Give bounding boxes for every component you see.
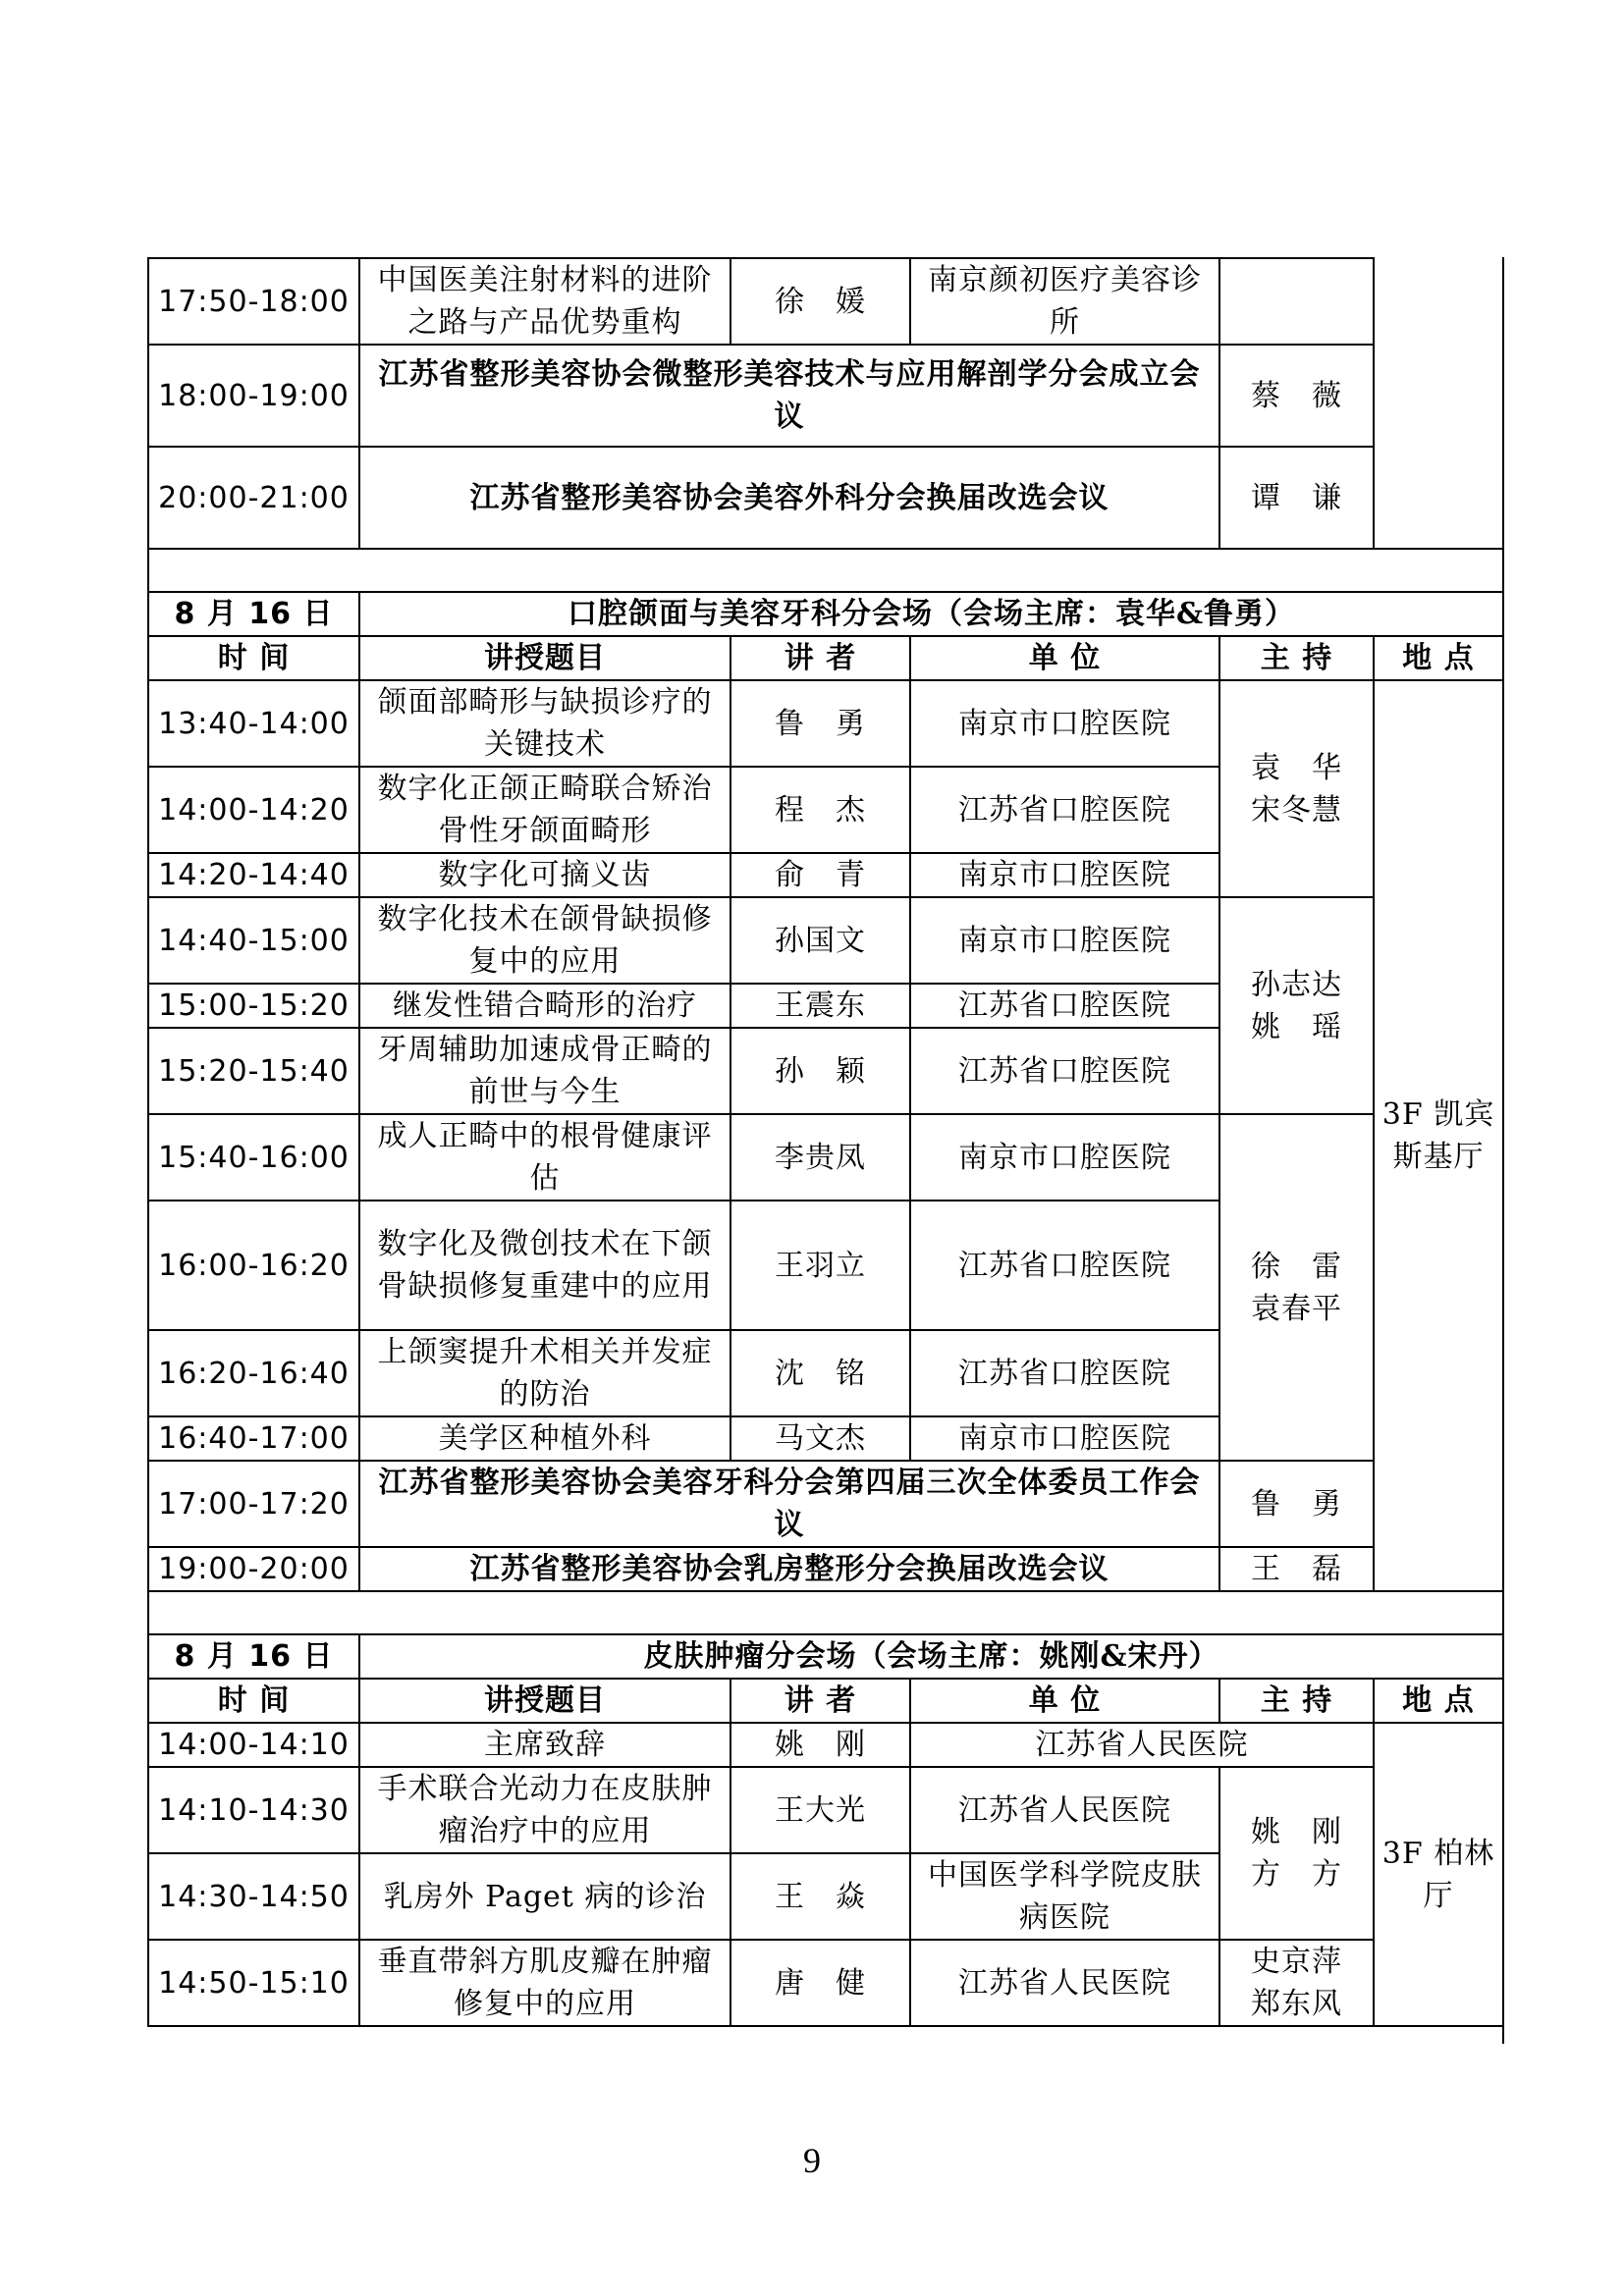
host-cell: 袁 华 宋冬慧 (1219, 680, 1374, 897)
unit-cell: 江苏省口腔医院 (910, 984, 1219, 1028)
header-host: 主 持 (1219, 1679, 1374, 1723)
topic-cell: 成人正畸中的根骨健康评估 (359, 1114, 731, 1201)
time-cell: 15:00-15:20 (148, 984, 359, 1028)
time-cell: 16:20-16:40 (148, 1330, 359, 1416)
time-cell: 14:30-14:50 (148, 1853, 359, 1940)
time-cell: 16:40-17:00 (148, 1416, 359, 1461)
header-unit: 单 位 (910, 1679, 1219, 1723)
topic-cell: 主席致辞 (359, 1723, 731, 1767)
table-row (148, 1461, 1503, 1547)
topic-cell: 乳房外 Paget 病的诊治 (359, 1853, 731, 1940)
host-cell: 徐 雷 袁春平 (1219, 1114, 1374, 1461)
speaker-cell: 唐 健 (731, 1940, 910, 2026)
session-header-row (148, 592, 1503, 636)
unit-cell: 江苏省人民医院 (910, 1767, 1219, 1853)
host-cell: 王 磊 (1219, 1547, 1374, 1591)
table-row (148, 1547, 1503, 1591)
topic-cell: 数字化及微创技术在下颌骨缺损修复重建中的应用 (359, 1201, 731, 1330)
page-number: 9 (803, 2141, 821, 2180)
time-cell: 14:20-14:40 (148, 853, 359, 897)
table-row (148, 1940, 1503, 2026)
speaker-cell: 姚 刚 (731, 1723, 910, 1767)
time-cell: 15:20-15:40 (148, 1028, 359, 1114)
header-venue: 地 点 (1374, 636, 1503, 680)
host-cell: 鲁 勇 (1219, 1461, 1374, 1547)
table-row (148, 680, 1503, 767)
time-cell: 20:00-21:00 (148, 447, 359, 549)
topic-cell: 牙周辅助加速成骨正畸的前世与今生 (359, 1028, 731, 1114)
host-cell: 史京萍 郑东风 (1219, 1940, 1374, 2026)
right-border-line (1502, 257, 1504, 2044)
topic-cell: 垂直带斜方肌皮瓣在肿瘤修复中的应用 (359, 1940, 731, 2026)
speaker-cell: 王大光 (731, 1767, 910, 1853)
topic-cell: 继发性错合畸形的治疗 (359, 984, 731, 1028)
column-header-row (148, 636, 1503, 680)
meeting-cell: 江苏省整形美容协会微整形美容技术与应用解剖学分会成立会议 (359, 345, 1219, 447)
host-cell: 孙志达 姚 瑶 (1219, 897, 1374, 1114)
unit-cell: 江苏省人民医院 (910, 1940, 1219, 2026)
unit-cell: 江苏省口腔医院 (910, 1028, 1219, 1114)
speaker-cell: 程 杰 (731, 767, 910, 853)
topic-cell: 数字化可摘义齿 (359, 853, 731, 897)
topic-cell: 美学区种植外科 (359, 1416, 731, 1461)
header-venue: 地 点 (1374, 1679, 1503, 1723)
unit-cell: 中国医学科学院皮肤病医院 (910, 1853, 1219, 1940)
header-time: 时 间 (148, 1679, 359, 1723)
speaker-cell: 孙国文 (731, 897, 910, 984)
meeting-cell: 江苏省整形美容协会美容牙科分会第四届三次全体委员工作会议 (359, 1461, 1219, 1547)
speaker-cell: 王 焱 (731, 1853, 910, 1940)
time-cell: 17:00-17:20 (148, 1461, 359, 1547)
speaker-cell: 鲁 勇 (731, 680, 910, 767)
table-row (148, 1723, 1503, 1767)
table-row (148, 447, 1503, 549)
meeting-cell: 江苏省整形美容协会美容外科分会换届改选会议 (359, 447, 1219, 549)
session-title: 皮肤肿瘤分会场（会场主席：姚刚&宋丹） (359, 1634, 1503, 1679)
speaker-cell: 马文杰 (731, 1416, 910, 1461)
time-cell: 13:40-14:00 (148, 680, 359, 767)
unit-cell: 南京市口腔医院 (910, 1416, 1219, 1461)
header-topic: 讲授题目 (359, 1679, 731, 1723)
speaker-cell: 沈 铭 (731, 1330, 910, 1416)
unit-cell: 南京市口腔医院 (910, 853, 1219, 897)
time-cell: 14:00-14:20 (148, 767, 359, 853)
host-cell: 姚 刚 方 方 (1219, 1767, 1374, 1940)
unit-cell: 江苏省口腔医院 (910, 1201, 1219, 1330)
topic-cell: 颌面部畸形与缺损诊疗的关键技术 (359, 680, 731, 767)
speaker-cell: 孙 颖 (731, 1028, 910, 1114)
time-cell: 15:40-16:00 (148, 1114, 359, 1201)
unit-cell: 南京市口腔医院 (910, 680, 1219, 767)
host-cell (1219, 258, 1374, 345)
header-speaker: 讲 者 (731, 1679, 910, 1723)
unit-cell: 江苏省口腔医院 (910, 767, 1219, 853)
unit-cell: 江苏省人民医院 (910, 1723, 1374, 1767)
time-cell: 14:40-15:00 (148, 897, 359, 984)
topic-cell: 数字化正颌正畸联合矫治骨性牙颌面畸形 (359, 767, 731, 853)
host-cell: 蔡 薇 (1219, 345, 1374, 447)
topic-cell: 中国医美注射材料的进阶之路与产品优势重构 (359, 258, 731, 345)
speaker-cell: 徐 媛 (731, 258, 910, 345)
header-host: 主 持 (1219, 636, 1374, 680)
schedule-table (147, 257, 1504, 2027)
venue-cell: 3F 柏林 厅 (1374, 1723, 1503, 2026)
column-header-row (148, 1679, 1503, 1723)
time-cell: 14:10-14:30 (148, 1767, 359, 1853)
topic-cell: 上颌窦提升术相关并发症的防治 (359, 1330, 731, 1416)
table-row (148, 1767, 1503, 1853)
time-cell: 17:50-18:00 (148, 258, 359, 345)
blank-cell (1374, 258, 1503, 549)
session-title: 口腔颌面与美容牙科分会场（会场主席：袁华&鲁勇） (359, 592, 1503, 636)
table-row (148, 897, 1503, 984)
header-time: 时 间 (148, 636, 359, 680)
time-cell: 18:00-19:00 (148, 345, 359, 447)
topic-cell: 手术联合光动力在皮肤肿瘤治疗中的应用 (359, 1767, 731, 1853)
spacer-row (148, 1591, 1503, 1634)
table-row (148, 1114, 1503, 1201)
table-row (148, 345, 1503, 447)
session-header-row (148, 1634, 1503, 1679)
header-speaker: 讲 者 (731, 636, 910, 680)
meeting-cell: 江苏省整形美容协会乳房整形分会换届改选会议 (359, 1547, 1219, 1591)
speaker-cell: 李贵凤 (731, 1114, 910, 1201)
speaker-cell: 王羽立 (731, 1201, 910, 1330)
speaker-cell: 王震东 (731, 984, 910, 1028)
unit-cell: 南京市口腔医院 (910, 897, 1219, 984)
header-topic: 讲授题目 (359, 636, 731, 680)
unit-cell: 南京市口腔医院 (910, 1114, 1219, 1201)
time-cell: 19:00-20:00 (148, 1547, 359, 1591)
venue-cell: 3F 凯宾 斯基厅 (1374, 680, 1503, 1591)
time-cell: 14:50-15:10 (148, 1940, 359, 2026)
time-cell: 14:00-14:10 (148, 1723, 359, 1767)
unit-cell: 江苏省口腔医院 (910, 1330, 1219, 1416)
unit-cell: 南京颜初医疗美容诊所 (910, 258, 1219, 345)
spacer-row (148, 549, 1503, 592)
table-row (148, 258, 1503, 345)
host-cell: 谭 谦 (1219, 447, 1374, 549)
topic-cell: 数字化技术在颌骨缺损修复中的应用 (359, 897, 731, 984)
header-unit: 单 位 (910, 636, 1219, 680)
time-cell: 16:00-16:20 (148, 1201, 359, 1330)
session-date: 8 月 16 日 (148, 592, 359, 636)
speaker-cell: 俞 青 (731, 853, 910, 897)
session-date: 8 月 16 日 (148, 1634, 359, 1679)
